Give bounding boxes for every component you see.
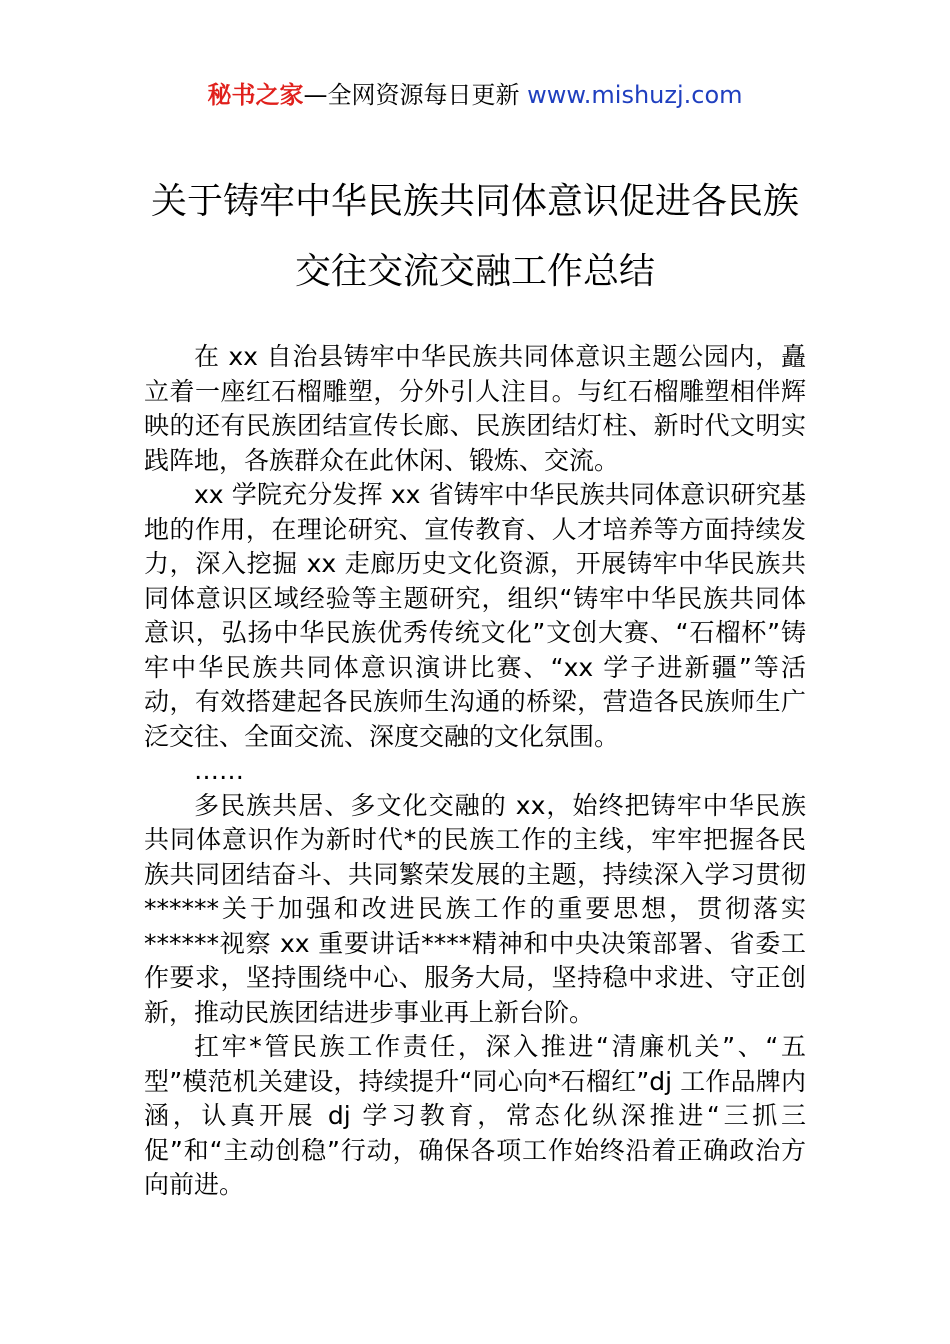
paragraph-ellipsis: ……	[194, 756, 244, 785]
paragraph-park: 在 xx 自治县铸牢中华民族共同体意识主题公园内，矗立着一座红石榴雕塑，分外引人注目。与红石榴雕塑相伴辉映的还有民族团结宣传长廊、民族团结灯柱、新时代文明实践阵地，各族群众在此休闲、锻炼、交流。	[144, 342, 806, 475]
document-body	[144, 340, 806, 1203]
brand-name: 秘书之家	[207, 81, 304, 109]
document-title-line-1: 关于铸牢中华民族共同体意识促进各民族	[150, 181, 799, 222]
site-url-link[interactable]: www.mishuzj.com	[527, 81, 743, 109]
paragraph-main-line: 多民族共居、多文化交融的 xx，始终把铸牢中华民族共同体意识作为新时代*的民族工作的主线，牢牢把握各民族共同团结奋斗、共同繁荣发展的主题，持续深入学习贯彻******关于加强和改进民族工作的重要思想，贯彻落实******视察 xx 重要讲话****精神和中央决策部署、省委工作要求，坚持围绕中心、服务大局，坚持稳中求进、守正创新，推动民族团结进步事业再上新台阶。	[144, 790, 806, 1027]
header-tagline: —全网资源每日更新	[303, 81, 520, 109]
site-header	[0, 78, 950, 112]
paragraph-responsibility: 扛牢*管民族工作责任，深入推进“清廉机关”、“五型”模范机关建设，持续提升“同心向*石榴红”dj 工作品牌内涵，认真开展 dj 学习教育，常态化纵深推进“三抓三促”和“主动创稳”行动，确保各项工作始终沿着正确政治方向前进。	[144, 1032, 806, 1199]
paragraph-college: xx 学院充分发挥 xx 省铸牢中华民族共同体意识研究基地的作用，在理论研究、宣传教育、人才培养等方面持续发力，深入挖掘 xx 走廊历史文化资源，开展铸牢中华民族共同体意识区域经验等主题研究，组织“铸牢中华民族共同体意识，弘扬中华民族优秀传统文化”文创大赛、“石榴杯”铸牢中华民族共同体意识演讲比赛、“xx 学子进新疆”等活动，有效搭建起各民族师生沟通的桥梁，营造各民族师生广泛交往、全面交流、深度交融的文化氛围。	[144, 480, 806, 751]
document-title-line-2: 交往交流交融工作总结	[294, 251, 655, 292]
